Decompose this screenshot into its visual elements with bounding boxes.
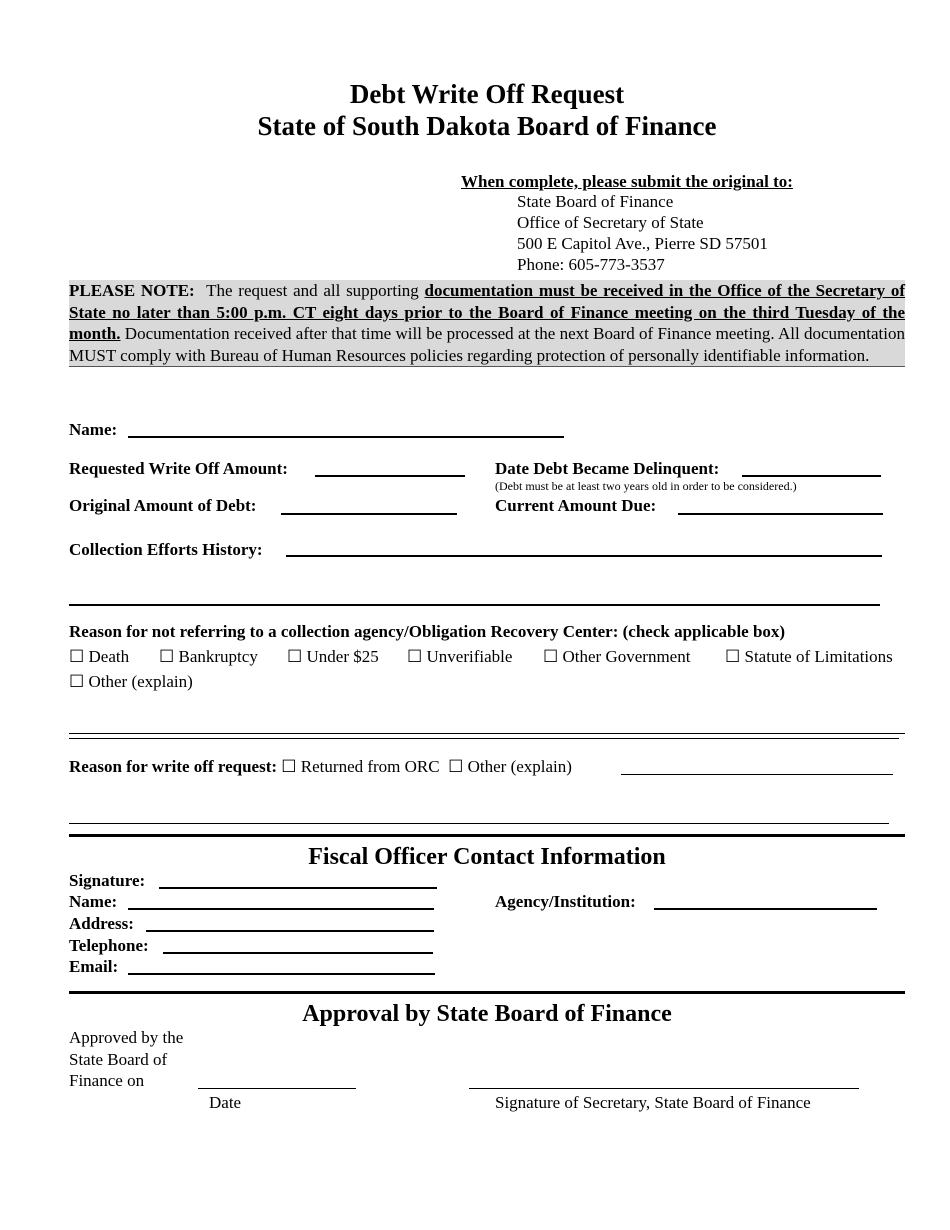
fiscal-name-input[interactable] [128,908,434,910]
collection-history-input-2[interactable] [69,604,880,606]
requested-amount-input[interactable] [315,475,465,477]
approval-date-label: Date [209,1093,242,1112]
approval-date-input[interactable] [198,1088,356,1089]
form-title [0,78,950,142]
date-delinquent-note: (Debt must be at least two years old in order to be considered.) [495,479,797,493]
explain-line-2[interactable] [69,738,899,739]
option-statute-label: Statute of Limitations [744,647,893,666]
form-title-line1: Debt Write Off Request [349,79,625,109]
agency-input[interactable] [654,908,877,910]
checkbox-icon[interactable]: ☐ [725,647,741,666]
approval-heading: Approval by State Board of Finance [302,1001,672,1027]
submit-address [517,191,768,275]
form-title-line2: State of South Dakota Board of Finance [257,111,717,141]
collection-history-input[interactable] [286,555,882,557]
option-returned-orc: Returned from ORC [300,757,440,776]
fiscal-name-label: Name: [69,892,118,911]
option-statute[interactable] [725,646,893,667]
name-label: Name: [69,420,118,439]
address-line-4: Phone: 605-773-3537 [517,255,665,274]
fiscal-heading: Fiscal Officer Contact Information [308,844,666,870]
checkbox-icon[interactable]: ☐ [69,672,85,691]
option-bankruptcy-label: Bankruptcy [178,647,258,666]
date-delinquent-input[interactable] [742,475,881,477]
telephone-input[interactable] [163,952,433,954]
note-label: PLEASE NOTE: [69,281,195,300]
section-divider [69,991,905,994]
option-unverifiable[interactable] [407,646,512,667]
address-line-3: 500 E Capitol Ave., Pierre SD 57501 [517,234,768,253]
option-bankruptcy[interactable] [159,646,258,667]
email-label: Email: [69,957,119,976]
original-amount-label: Original Amount of Debt: [69,496,257,515]
note-rest: Documentation received after that time will be processed at the next Board of Finance meeting. All documentation MUST comply with Bureau of Human Resources policies regarding protection of personally identifiable information. [69,324,906,365]
date-delinquent-label: Date Debt Became Delinquent: [495,459,720,478]
current-due-label: Current Amount Due: [495,496,657,515]
address-line-2: Office of Secretary of State [517,213,704,232]
approval-signature-input[interactable] [469,1088,859,1089]
checkbox-icon[interactable]: ☐ [287,647,303,666]
requested-amount-label: Requested Write Off Amount: [69,459,288,478]
name-input[interactable] [128,436,564,438]
collection-history-label: Collection Efforts History: [69,540,263,559]
please-note-box [69,280,905,367]
note-intro: The request and all supporting [206,281,419,300]
section-divider [69,834,905,837]
option-under-25-label: Under $25 [306,647,379,666]
address-label: Address: [69,914,134,933]
checkbox-icon[interactable]: ☐ [407,647,423,666]
checkbox-icon[interactable]: ☐ [448,757,464,776]
option-other-explain[interactable] [69,671,193,692]
submit-heading: When complete, please submit the original to: [461,172,793,191]
approval-signature-label: Signature of Secretary, State Board of Finance [495,1093,811,1112]
option-unverifiable-label: Unverifiable [426,647,513,666]
original-amount-input[interactable] [281,513,457,515]
current-due-input[interactable] [678,513,883,515]
option-other-government-label: Other Government [562,647,691,666]
option-other-explain-2: Other (explain) [467,757,572,776]
approval-text [69,1027,183,1092]
reason-write-off-row [69,756,572,777]
telephone-label: Telephone: [69,936,149,955]
checkbox-icon[interactable]: ☐ [543,647,559,666]
checkbox-icon[interactable]: ☐ [159,647,175,666]
signature-input[interactable] [159,887,437,889]
note-deadline: documentation must be received in the Office of the Secretary of State no later than 5:00 p.m. CT eight days prior to the Board of Finance meeting on the third Tuesday of the month. [69,281,906,343]
checkbox-icon[interactable]: ☐ [69,647,85,666]
option-other-explain-label: Other (explain) [88,672,193,691]
explain-line-1[interactable] [69,733,905,734]
option-other-government[interactable] [543,646,690,667]
agency-label: Agency/Institution: [495,892,636,911]
write-off-explain-input[interactable] [621,774,893,775]
option-death[interactable] [69,646,129,667]
approval-text-line1: Approved by the [69,1028,184,1047]
checkbox-icon[interactable]: ☐ [281,757,297,776]
approval-text-line3: Finance on [69,1071,145,1090]
reason-write-off-label: Reason for write off request: [69,757,278,776]
email-input[interactable] [128,973,435,975]
reason-not-referring-label: Reason for not referring to a collection agency/Obligation Recovery Center: (check applicable box) [69,622,786,641]
write-off-explain-line[interactable] [69,823,889,824]
approval-text-line2: State Board of [69,1049,168,1069]
option-death-label: Death [88,647,130,666]
address-input[interactable] [146,930,434,932]
signature-label: Signature: [69,871,146,890]
address-line-1: State Board of Finance [517,192,674,211]
option-under-25[interactable] [287,646,379,667]
